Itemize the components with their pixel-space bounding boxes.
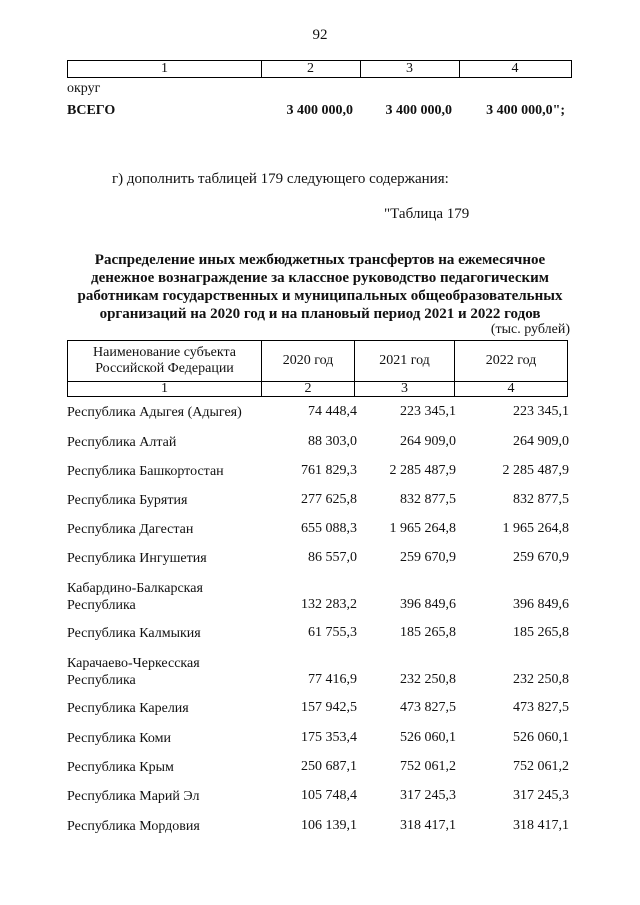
row-value-2020: 132 283,2 [301, 597, 357, 612]
header-subject: Наименование субъекта Российской Федерации [68, 341, 262, 382]
row-value-2020: 88 303,0 [308, 434, 357, 449]
row-value-2020: 157 942,5 [301, 700, 357, 715]
row-subject-name: Республика Крым [67, 760, 174, 775]
table-header [67, 340, 568, 397]
row-subject-name: Республика Адыгея (Адыгея) [67, 405, 242, 420]
row-value-2022: 318 417,1 [513, 818, 569, 833]
row-value-2020: 86 557,0 [308, 550, 357, 565]
total-2022: 3 400 000,0"; [486, 103, 565, 118]
total-2020: 3 400 000,0 [286, 103, 353, 118]
row-value-2022: 223 345,1 [513, 404, 569, 419]
row-value-2020: 761 829,3 [301, 463, 357, 478]
instruction-text: г) дополнить таблицей 179 следующего содержания: [112, 171, 449, 187]
row-value-2021: 2 285 487,9 [389, 463, 456, 478]
prev-col-1-number: 1 [161, 61, 168, 76]
row-subject-name: Республика Калмыкия [67, 626, 201, 641]
row-value-2022: 396 849,6 [513, 597, 569, 612]
col-number-3: 3 [355, 382, 455, 397]
title-line: организаций на 2020 год и на плановый период 2021 и 2022 годов [99, 306, 541, 322]
row-subject-name: Республика Коми [67, 731, 171, 746]
row-value-2022: 526 060,1 [513, 730, 569, 745]
row-value-2021: 526 060,1 [400, 730, 456, 745]
row-subject-name: Республика Алтай [67, 435, 177, 450]
row-value-2020: 74 448,4 [308, 404, 357, 419]
row-value-2020: 277 625,8 [301, 492, 357, 507]
row-value-2021: 185 265,8 [400, 625, 456, 640]
table-title [60, 251, 580, 323]
row-value-2020: 175 353,4 [301, 730, 357, 745]
row-value-2022: 2 285 487,9 [502, 463, 569, 478]
units-label: (тыс. рублей) [490, 322, 570, 337]
row-value-2020: 61 755,3 [308, 625, 357, 640]
row-value-2022: 317 245,3 [513, 788, 569, 803]
row-value-2021: 223 345,1 [400, 404, 456, 419]
row-subject-name: Карачаево-Черкесская Республика [67, 656, 200, 688]
row-subject-name: Республика Башкортостан [67, 464, 224, 479]
row-value-2022: 473 827,5 [513, 700, 569, 715]
row-value-2020: 77 416,9 [308, 672, 357, 687]
row-value-2022: 259 670,9 [513, 550, 569, 565]
prev-table-header-row [67, 60, 572, 78]
row-value-2021: 264 909,0 [400, 434, 456, 449]
title-line: работникам государственных и муниципальных общеобразовательных [77, 288, 563, 304]
col-number-4: 4 [455, 382, 568, 397]
row-value-2022: 185 265,8 [513, 625, 569, 640]
row-subject-name: Республика Марий Эл [67, 789, 200, 804]
row-value-2020: 655 088,3 [301, 521, 357, 536]
row-value-2021: 396 849,6 [400, 597, 456, 612]
header-2022: 2022 год [455, 341, 568, 382]
total-2021: 3 400 000,0 [385, 103, 452, 118]
row-subject-name: Республика Карелия [67, 701, 189, 716]
title-line: Распределение иных межбюджетных трансфертов на ежемесячное [94, 252, 546, 268]
prev-col-4-number: 4 [511, 61, 519, 76]
total-label: ВСЕГО [67, 103, 116, 118]
header-2020: 2020 год [262, 341, 355, 382]
row-value-2022: 832 877,5 [513, 492, 569, 507]
row-subject-name: Кабардино-Балкарская Республика [67, 581, 203, 613]
row-subject-name: Республика Бурятия [67, 493, 188, 508]
row-value-2022: 264 909,0 [513, 434, 569, 449]
row-subject-name: Республика Ингушетия [67, 551, 207, 566]
row-value-2020: 106 139,1 [301, 818, 357, 833]
row-value-2021: 317 245,3 [400, 788, 456, 803]
title-line: денежное вознаграждение за классное руководство педагогическим [91, 270, 549, 286]
col-number-2: 2 [262, 382, 355, 397]
row-subject-name: Республика Дагестан [67, 522, 194, 537]
header-2021: 2021 год [355, 341, 455, 382]
row-value-2021: 752 061,2 [400, 759, 456, 774]
page-number: 92 [312, 27, 328, 43]
row-value-2020: 105 748,4 [301, 788, 357, 803]
col-number-1: 1 [68, 382, 262, 397]
row-value-2022: 232 250,8 [513, 672, 569, 687]
row-value-2022: 1 965 264,8 [502, 521, 569, 536]
row-value-2021: 1 965 264,8 [389, 521, 456, 536]
row-value-2020: 250 687,1 [301, 759, 357, 774]
row-value-2021: 318 417,1 [400, 818, 456, 833]
prev-col-3-number: 3 [406, 61, 413, 76]
row-value-2021: 832 877,5 [400, 492, 456, 507]
row-value-2022: 752 061,2 [513, 759, 569, 774]
row-value-2021: 259 670,9 [400, 550, 456, 565]
table-number: "Таблица 179 [384, 206, 470, 222]
row-value-2021: 232 250,8 [400, 672, 456, 687]
row-subject-name: Республика Мордовия [67, 819, 200, 834]
prev-col-2-number: 2 [307, 61, 314, 76]
prev-table-continued-label: округ [67, 81, 101, 96]
row-value-2021: 473 827,5 [400, 700, 456, 715]
